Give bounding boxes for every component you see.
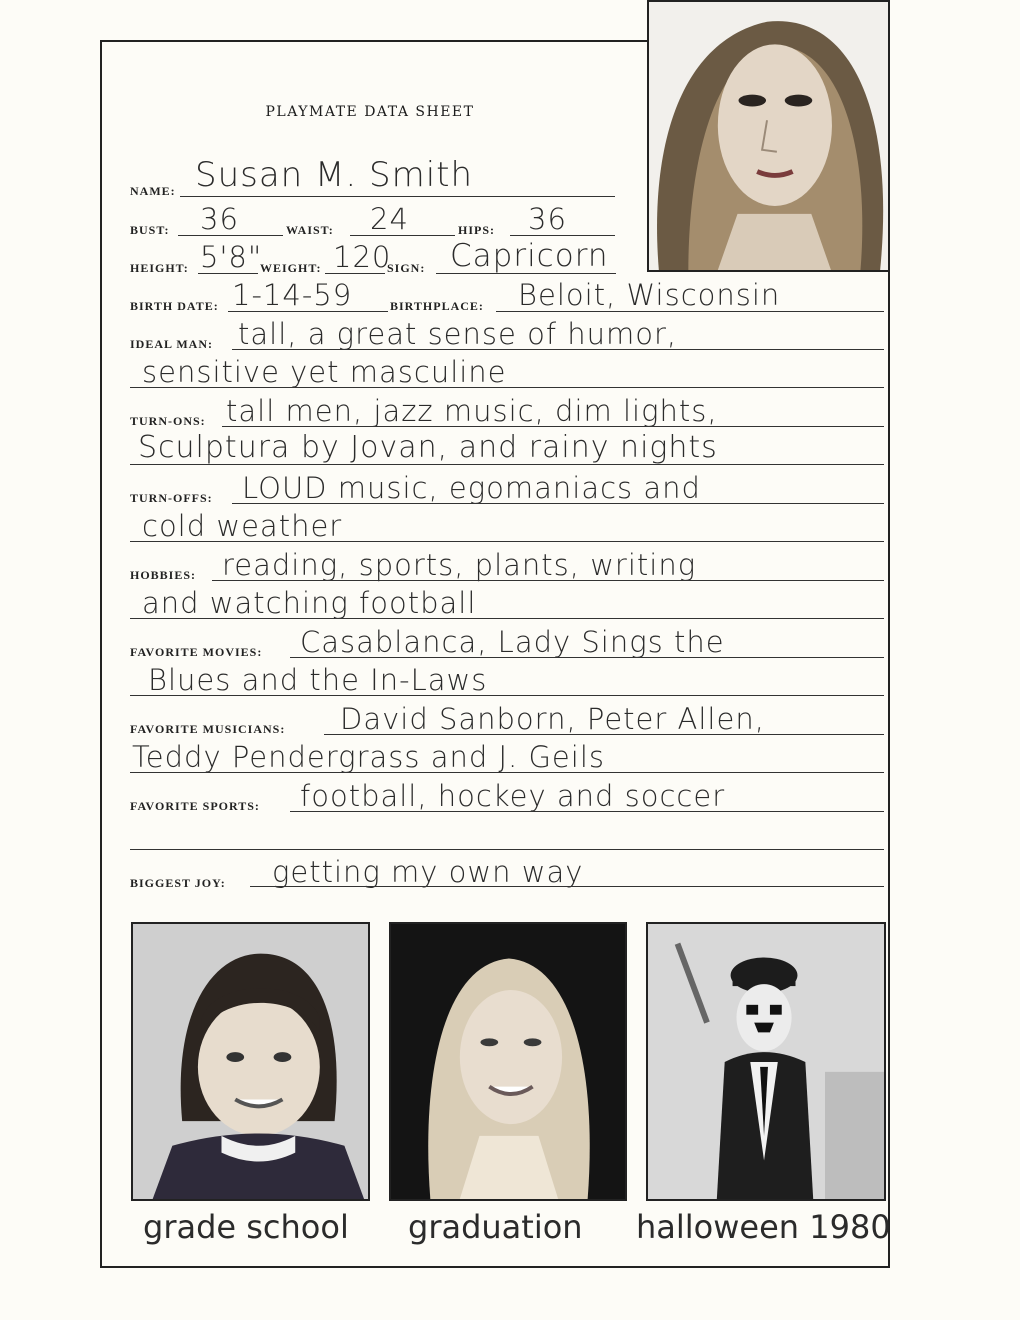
turn-ons-label: TURN-ONS: [130, 414, 206, 428]
bust-label: BUST: [130, 223, 170, 237]
birthplace-value: Beloit, Wisconsin [518, 278, 781, 312]
turn-ons-line1: tall men, jazz music, dim lights, [226, 394, 718, 428]
hobbies-line1: reading, sports, plants, writing [222, 548, 697, 582]
hips-line [510, 235, 615, 236]
birthplace-line [496, 311, 884, 312]
favorite-movies-rule-1 [290, 657, 884, 658]
favorite-sports-value: football, hockey and soccer [300, 779, 726, 813]
height-line [198, 273, 258, 274]
favorite-movies-line1: Casablanca, Lady Sings the [300, 625, 725, 659]
height-label: HEIGHT: [130, 261, 189, 275]
biggest-joy-rule [250, 886, 884, 887]
blank-rule [130, 849, 884, 850]
favorite-musicians-line1: David Sanborn, Peter Allen, [340, 702, 765, 736]
waist-line [350, 235, 455, 236]
hobbies-rule-2 [130, 618, 884, 619]
caption-halloween: halloween 1980 [636, 1208, 891, 1246]
hobbies-line2: and watching football [142, 586, 477, 620]
ideal-man-line2: sensitive yet masculine [142, 355, 507, 389]
weight-value: 120 [333, 240, 392, 274]
birth-date-line [228, 311, 388, 312]
portrait-image [649, 2, 888, 270]
weight-line [325, 273, 385, 274]
sign-line [436, 273, 616, 274]
birth-date-value: 1-14-59 [232, 278, 353, 312]
photo-graduation [389, 922, 627, 1201]
favorite-sports-rule [290, 811, 884, 812]
sign-value: Capricorn [450, 238, 609, 274]
favorite-musicians-rule-2 [130, 772, 884, 773]
birth-date-label: BIRTH DATE: [130, 299, 219, 313]
height-value: 5'8" [200, 240, 263, 274]
ideal-man-label: IDEAL MAN: [130, 337, 214, 351]
hobbies-label: HOBBIES: [130, 568, 197, 582]
turn-offs-line1: LOUD music, egomaniacs and [242, 471, 701, 505]
weight-label: WEIGHT: [260, 261, 322, 275]
bust-value: 36 [200, 202, 239, 236]
favorite-sports-label: FAVORITE SPORTS: [130, 799, 260, 813]
turn-offs-line2: cold weather [142, 509, 343, 543]
waist-label: WAIST: [286, 223, 334, 237]
caption-grade-school: grade school [143, 1208, 349, 1246]
favorite-musicians-rule-1 [324, 734, 884, 735]
bust-line [178, 235, 283, 236]
photo-halloween [646, 922, 886, 1201]
turn-offs-rule-2 [130, 541, 884, 542]
favorite-movies-label: FAVORITE MOVIES: [130, 645, 263, 659]
biggest-joy-label: BIGGEST JOY: [130, 876, 226, 890]
favorite-musicians-label: FAVORITE MUSICIANS: [130, 722, 286, 736]
birthplace-label: BIRTHPLACE: [390, 299, 484, 313]
hips-label: HIPS: [458, 223, 496, 237]
ideal-man-rule-1 [232, 349, 884, 350]
page-title: PLAYMATE DATA SHEET [265, 104, 475, 120]
favorite-movies-line2: Blues and the In-Laws [148, 663, 488, 697]
turn-ons-rule-2 [130, 464, 884, 465]
grade-school-image [133, 924, 368, 1199]
name-value: Susan M. Smith [195, 155, 474, 195]
graduation-image [391, 924, 625, 1199]
turn-ons-rule-1 [222, 426, 884, 427]
favorite-movies-rule-2 [130, 695, 884, 696]
turn-offs-label: TURN-OFFS: [130, 491, 213, 505]
portrait-photo [647, 0, 890, 272]
hips-value: 36 [528, 202, 567, 236]
waist-value: 24 [370, 202, 409, 236]
biggest-joy-value: getting my own way [272, 855, 584, 889]
ideal-man-line1: tall, a great sense of humor, [238, 317, 678, 351]
caption-graduation: graduation [408, 1208, 583, 1246]
turn-ons-line2: Sculptura by Jovan, and rainy nights [138, 430, 718, 465]
favorite-musicians-line2: Teddy Pendergrass and J. Geils [132, 740, 606, 774]
ideal-man-rule-2 [130, 387, 884, 388]
sign-label: SIGN: [387, 261, 426, 275]
halloween-image [648, 924, 884, 1199]
name-line [180, 196, 615, 197]
hobbies-rule-1 [212, 580, 884, 581]
name-label: NAME: [130, 184, 176, 198]
turn-offs-rule-1 [232, 503, 884, 504]
photo-grade-school [131, 922, 370, 1201]
